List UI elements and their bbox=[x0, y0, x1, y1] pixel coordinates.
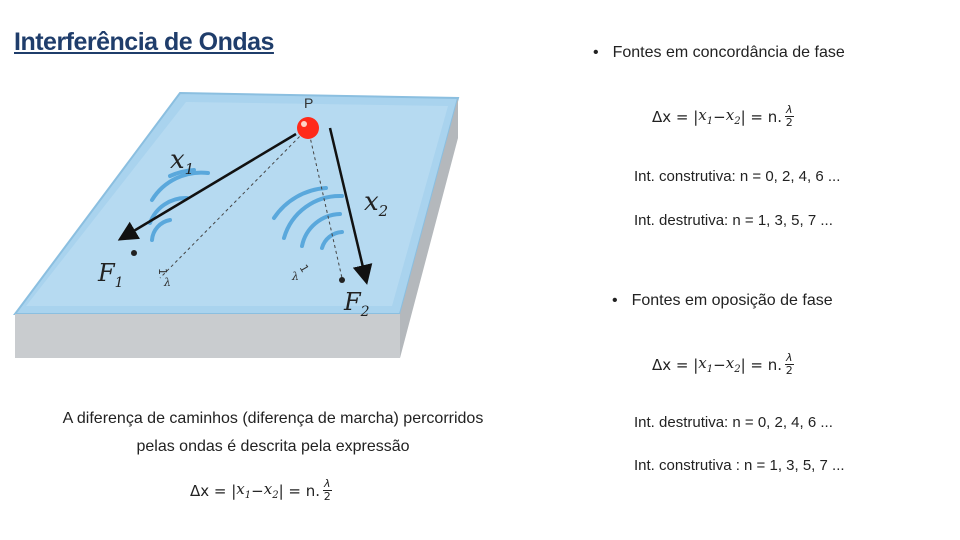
lambda-mark-2-symbol: λ bbox=[292, 270, 299, 283]
formula-x1: $x_1$ bbox=[236, 480, 252, 501]
section1-destructive: Int. destrutiva: n = 1, 3, 5, 7 ... bbox=[634, 212, 833, 229]
bottom-line-1: A diferença de caminhos (diferença de marcha) percorridos bbox=[62, 410, 484, 427]
formula-lhs: Δx = | bbox=[652, 107, 699, 126]
section2-constructive: Int. construtiva : n = 1, 3, 5, 7 ... bbox=[634, 457, 845, 474]
section2-heading bbox=[612, 292, 833, 310]
lambda-mark-1-number: 1 bbox=[156, 268, 169, 275]
formula-x1: $x_1$ bbox=[698, 354, 714, 375]
point-p-highlight bbox=[301, 121, 307, 127]
bottom-description bbox=[18, 405, 528, 461]
x1-letter: x bbox=[170, 145, 185, 175]
formula-rhs: | = n. bbox=[740, 107, 782, 126]
lambda-mark-1-symbol: λ bbox=[164, 276, 171, 289]
x2-sub: 2 bbox=[378, 202, 389, 220]
formula-minus: − bbox=[713, 107, 726, 126]
section1-heading bbox=[593, 44, 845, 62]
formula-minus: − bbox=[251, 481, 264, 500]
formula-x1: $x_1$ bbox=[698, 106, 714, 127]
formula-rhs: | = n. bbox=[740, 355, 782, 374]
formula-fraction: $\frac{\lambda}{2}$ bbox=[785, 103, 793, 129]
point-p-marker bbox=[297, 117, 319, 139]
tank-front-face bbox=[15, 314, 400, 358]
bullet-dot: • bbox=[593, 44, 599, 61]
formula-lhs: Δx = | bbox=[652, 355, 699, 374]
section1-formula bbox=[652, 104, 794, 129]
formula-fraction: $\frac{\lambda}{2}$ bbox=[785, 351, 793, 377]
section1-heading-text: Fontes em concordância de fase bbox=[612, 44, 845, 61]
formula-fraction: $\frac{\lambda}{2}$ bbox=[323, 477, 331, 503]
formula-rhs: | = n. bbox=[278, 481, 320, 500]
section2-formula bbox=[652, 352, 794, 377]
lambda-mark-2-number: 1 bbox=[296, 262, 312, 275]
formula-x2: $x_2$ bbox=[725, 354, 741, 375]
formula-minus: − bbox=[713, 355, 726, 374]
point-p-label: P bbox=[304, 95, 314, 111]
f2-letter: F bbox=[344, 288, 361, 316]
x1-sub: 1 bbox=[184, 160, 195, 178]
formula-lhs: Δx = | bbox=[190, 481, 237, 500]
ripple-tank-figure bbox=[12, 88, 472, 388]
f1-letter: F bbox=[98, 259, 115, 287]
formula-x2: $x_2$ bbox=[263, 480, 279, 501]
source-1-dot bbox=[131, 250, 137, 256]
section1-constructive: Int. construtiva: n = 0, 2, 4, 6 ... bbox=[634, 168, 841, 185]
bullet-dot: • bbox=[612, 292, 618, 309]
formula-x2: $x_2$ bbox=[725, 106, 741, 127]
page-title: Interferência de Ondas bbox=[14, 28, 274, 56]
f1-sub: 1 bbox=[114, 275, 124, 291]
section2-heading-text: Fontes em oposição de fase bbox=[631, 292, 833, 309]
bottom-formula bbox=[190, 478, 332, 503]
f2-sub: 2 bbox=[360, 304, 370, 320]
source-2-dot bbox=[339, 277, 345, 283]
bottom-line-2: pelas ondas é descrita pela expressão bbox=[136, 438, 410, 455]
section2-destructive: Int. destrutiva: n = 0, 2, 4, 6 ... bbox=[634, 414, 833, 431]
x2-letter: x bbox=[364, 187, 379, 217]
